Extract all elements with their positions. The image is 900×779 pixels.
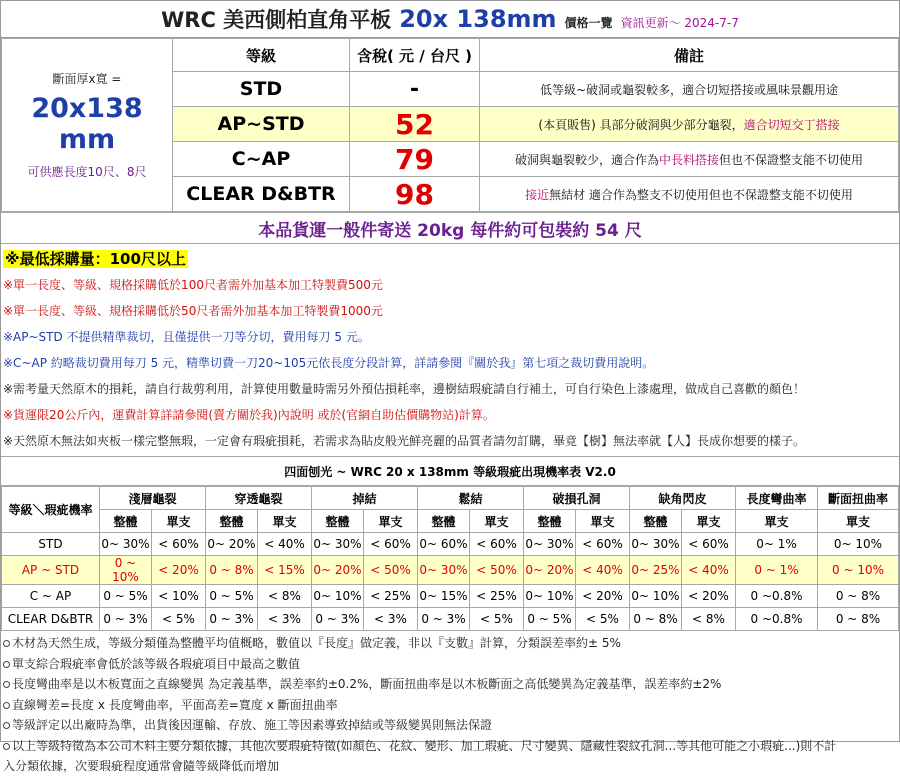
sub-header: 單支 xyxy=(682,510,736,533)
spec-cell xyxy=(2,39,173,212)
spec-label: 斷面厚x寬 = xyxy=(52,72,122,86)
table-cell: 0~ 25% xyxy=(630,556,682,585)
table-cell: 0~ 10% xyxy=(312,585,364,608)
table-cell: < 20% xyxy=(152,556,206,585)
group-header: 破損孔洞 xyxy=(524,487,630,510)
header-grade: 等級 xyxy=(173,39,350,72)
header-price: 含稅( 元 / 台尺 ) xyxy=(350,39,480,72)
table-cell: < 60% xyxy=(364,533,418,556)
group-header: 長度彎曲率 xyxy=(736,487,818,510)
grade-note: 低等級~破洞或龜裂較多，適合切短搭接或風味景觀用途 xyxy=(480,72,899,107)
group-header: 淺層龜裂 xyxy=(100,487,206,510)
table-cell: < 5% xyxy=(152,608,206,631)
table-cell: < 5% xyxy=(470,608,524,631)
row-grade: STD xyxy=(2,533,100,556)
table-row xyxy=(2,585,899,608)
table-cell: < 5% xyxy=(576,608,630,631)
sub-header: 單支 xyxy=(576,510,630,533)
grade-price: - xyxy=(350,72,480,107)
table-cell: 0 ~ 5% xyxy=(524,608,576,631)
bullet-icon xyxy=(3,640,10,647)
table-cell: 0 ~ 5% xyxy=(100,585,152,608)
sub-header: 單支 xyxy=(152,510,206,533)
grade-name: STD xyxy=(173,72,350,107)
note-item: 木材為天然生成，等級分類僅為整體平均值概略，數值以『長度』做定義，非以『支數』計算，分類誤差率約± 5% xyxy=(3,633,897,654)
group-header: 穿透龜裂 xyxy=(206,487,312,510)
table-cell: 0 ~ 10% xyxy=(818,556,899,585)
defect-table-title: 四面刨光 ~ WRC 20 x 138mm 等級瑕疵出現機率表 V2.0 xyxy=(1,457,899,486)
grade-price: 98 xyxy=(350,177,480,212)
sub-header: 單支 xyxy=(258,510,312,533)
sub-header: 整體 xyxy=(100,510,152,533)
table-cell: 0 ~ 1% xyxy=(736,556,818,585)
grade-name: CLEAR D&BTR xyxy=(173,177,350,212)
table-cell: < 10% xyxy=(152,585,206,608)
sub-header: 整體 xyxy=(418,510,470,533)
sub-header: 單支 xyxy=(818,510,899,533)
note-item: 直線彎差=長度 x 長度彎曲率，平面高差=寬度 x 斷面扭曲率 xyxy=(3,695,897,716)
table-cell: < 40% xyxy=(576,556,630,585)
title-update: 資訊更新～ 2024-7-7 xyxy=(620,15,739,30)
table-cell: < 8% xyxy=(258,585,312,608)
rule-item: ※單一長度、等級、規格採購低於50尺者需外加基本加工特製費1000元 xyxy=(3,304,383,318)
table-cell: 0 ~ 3% xyxy=(100,608,152,631)
bullet-icon xyxy=(3,702,10,709)
table-cell: < 50% xyxy=(470,556,524,585)
bullet-icon xyxy=(3,681,10,688)
table-cell: 0 ~ 3% xyxy=(418,608,470,631)
grade-price-table xyxy=(1,38,899,212)
rule-item: ※C~AP 約略裁切費用每刀 5 元，精準切費一刀20~105元依長度分段計算，詳請參閱『關於我』第七項之裁切費用說明。 xyxy=(3,356,655,370)
table-cell: < 60% xyxy=(576,533,630,556)
table-cell: < 60% xyxy=(152,533,206,556)
rule-item: ※需考量天然原木的損耗，請自行裁剪利用，計算使用數量時需另外預估損耗率，邊樹結瑕疵請自行補土，可自行染色上漆處理，做成自己喜歡的顏色！ xyxy=(3,382,806,396)
table-cell: 0 ~ 8% xyxy=(206,556,258,585)
sub-header: 整體 xyxy=(630,510,682,533)
table-cell: < 60% xyxy=(470,533,524,556)
grade-note: (本頁販售) 具部分破洞與少部分龜裂，適合切短交丁搭接 xyxy=(480,107,899,142)
table-cell: < 40% xyxy=(258,533,312,556)
table-cell: 0~ 20% xyxy=(312,556,364,585)
table-cell: 0~ 30% xyxy=(418,556,470,585)
table-cell: < 60% xyxy=(682,533,736,556)
note-item: 等級評定以出廠時為準，出貨後因運輸、存放、施工等因素導致掉結或等級變異則無法保證 xyxy=(3,715,897,736)
table-cell: 0~ 30% xyxy=(630,533,682,556)
bullet-icon xyxy=(3,661,10,668)
table-cell: 0~ 30% xyxy=(524,533,576,556)
spec-lengths: 可供應長度10尺、8尺 xyxy=(27,165,147,179)
table-cell: 0~ 60% xyxy=(418,533,470,556)
table-cell: < 20% xyxy=(576,585,630,608)
group-header: 斷面扭曲率 xyxy=(818,487,899,510)
group-header: 掉結 xyxy=(312,487,418,510)
grade-note: 接近無結材 適合作為整支不切使用但也不保證整支能不切使用 xyxy=(480,177,899,212)
row-grade: C ~ AP xyxy=(2,585,100,608)
notes-list xyxy=(1,631,899,779)
group-header: 鬆結 xyxy=(418,487,524,510)
note-item: 長度彎曲率是以木板寬面之直線變異 為定義基準，誤差率約±0.2%，斷面扭曲率是以木板斷面之高低變異為定義基準，誤差率約±2% xyxy=(3,674,897,695)
table-cell: 0~ 30% xyxy=(312,533,364,556)
note-item: 單支綜合瑕疵率會低於該等級各瑕疵項目中最高之數值 xyxy=(3,654,897,675)
table-cell: 0 ~ 3% xyxy=(312,608,364,631)
table-cell: 0~ 20% xyxy=(206,533,258,556)
table-cell: < 15% xyxy=(258,556,312,585)
note-item: 以上等級特徵為本公司木料主要分類依據，其他次要瑕疵特徵(如顏色、花紋、變形、加工瑕疵、尺寸變異、隱藏性裂紋孔洞...等其他可能之小瑕疵...)則不計 xyxy=(3,736,897,757)
grade-price: 79 xyxy=(350,142,480,177)
table-cell: 0~ 10% xyxy=(524,585,576,608)
table-cell: 0~ 10% xyxy=(630,585,682,608)
group-header: 缺角閃皮 xyxy=(630,487,736,510)
grade-name: AP~STD xyxy=(173,107,350,142)
bullet-icon xyxy=(3,722,10,729)
table-cell: < 25% xyxy=(364,585,418,608)
table-cell: 0~ 1% xyxy=(736,533,818,556)
table-cell: < 3% xyxy=(258,608,312,631)
spec-size: 20x138 mm xyxy=(31,93,143,155)
table-row xyxy=(2,556,899,585)
table-cell: 0~ 30% xyxy=(100,533,152,556)
table-cell: 0 ~0.8% xyxy=(736,585,818,608)
bullet-icon xyxy=(3,743,10,750)
rule-item: ※AP~STD 不提供精準裁切，且僅提供一刀等分切，費用每刀 5 元。 xyxy=(3,330,370,344)
sub-header: 單支 xyxy=(736,510,818,533)
table-cell: 0 ~ 8% xyxy=(818,608,899,631)
title-sub: 價格一覽 xyxy=(564,15,613,30)
header-note: 備註 xyxy=(480,39,899,72)
table-cell: < 20% xyxy=(682,585,736,608)
sub-header: 整體 xyxy=(524,510,576,533)
table-cell: 0 ~0.8% xyxy=(736,608,818,631)
table-cell: < 50% xyxy=(364,556,418,585)
table-cell: 0 ~ 8% xyxy=(818,585,899,608)
sub-header: 整體 xyxy=(312,510,364,533)
table-cell: 0 ~ 3% xyxy=(206,608,258,631)
grade-price: 52 xyxy=(350,107,480,142)
purchase-rules xyxy=(1,244,899,454)
rule-item: ※天然原木無法如夾板一樣完整無瑕，一定會有瑕疵損耗，若需求為貼皮般光鮮亮麗的品質者請勿訂購，畢竟【樹】無法率就【人】長成你想要的樣子。 xyxy=(3,434,806,448)
sub-header: 整體 xyxy=(206,510,258,533)
corner-header: 等級＼瑕疵機率 xyxy=(2,487,100,533)
rule-item: ※單一長度、等級、規格採購低於100尺者需外加基本加工特製費500元 xyxy=(3,278,383,292)
table-cell: 0~ 20% xyxy=(524,556,576,585)
table-cell: 0 ~ 10% xyxy=(100,556,152,585)
min-order: ※最低採購量：100尺以上 xyxy=(5,250,186,268)
shipping-info: 本品貨運一般件寄送 20kg 每件約可包裝約 54 尺 xyxy=(1,212,899,244)
defect-table xyxy=(1,486,899,631)
table-row xyxy=(2,533,899,556)
defect-rows xyxy=(2,533,899,631)
grade-name: C~AP xyxy=(173,142,350,177)
table-cell: < 8% xyxy=(682,608,736,631)
table-cell: < 25% xyxy=(470,585,524,608)
table-cell: 0~ 15% xyxy=(418,585,470,608)
grade-note: 破洞與龜裂較少，適合作為中長料搭接但也不保證整支能不切使用 xyxy=(480,142,899,177)
sub-header: 單支 xyxy=(470,510,524,533)
title-main: WRC 美西側柏直角平板 xyxy=(161,8,392,32)
table-cell: 0~ 10% xyxy=(818,533,899,556)
note-item: 入分類依據，次要瑕疵程度通常會隨等級降低而增加 xyxy=(3,759,280,773)
sub-header: 單支 xyxy=(364,510,418,533)
page-title xyxy=(1,1,899,38)
rule-item: ※貨運限20公斤內，運費計算詳請參閱(賣方關於我)內說明 或於(官網自助估價購物站)計算。 xyxy=(3,408,495,422)
table-row xyxy=(2,608,899,631)
table-cell: 0 ~ 8% xyxy=(630,608,682,631)
table-cell: < 3% xyxy=(364,608,418,631)
row-grade: CLEAR D&BTR xyxy=(2,608,100,631)
title-size: 20x 138mm xyxy=(399,5,557,33)
table-cell: 0 ~ 5% xyxy=(206,585,258,608)
table-cell: < 40% xyxy=(682,556,736,585)
row-grade: AP ~ STD xyxy=(2,556,100,585)
